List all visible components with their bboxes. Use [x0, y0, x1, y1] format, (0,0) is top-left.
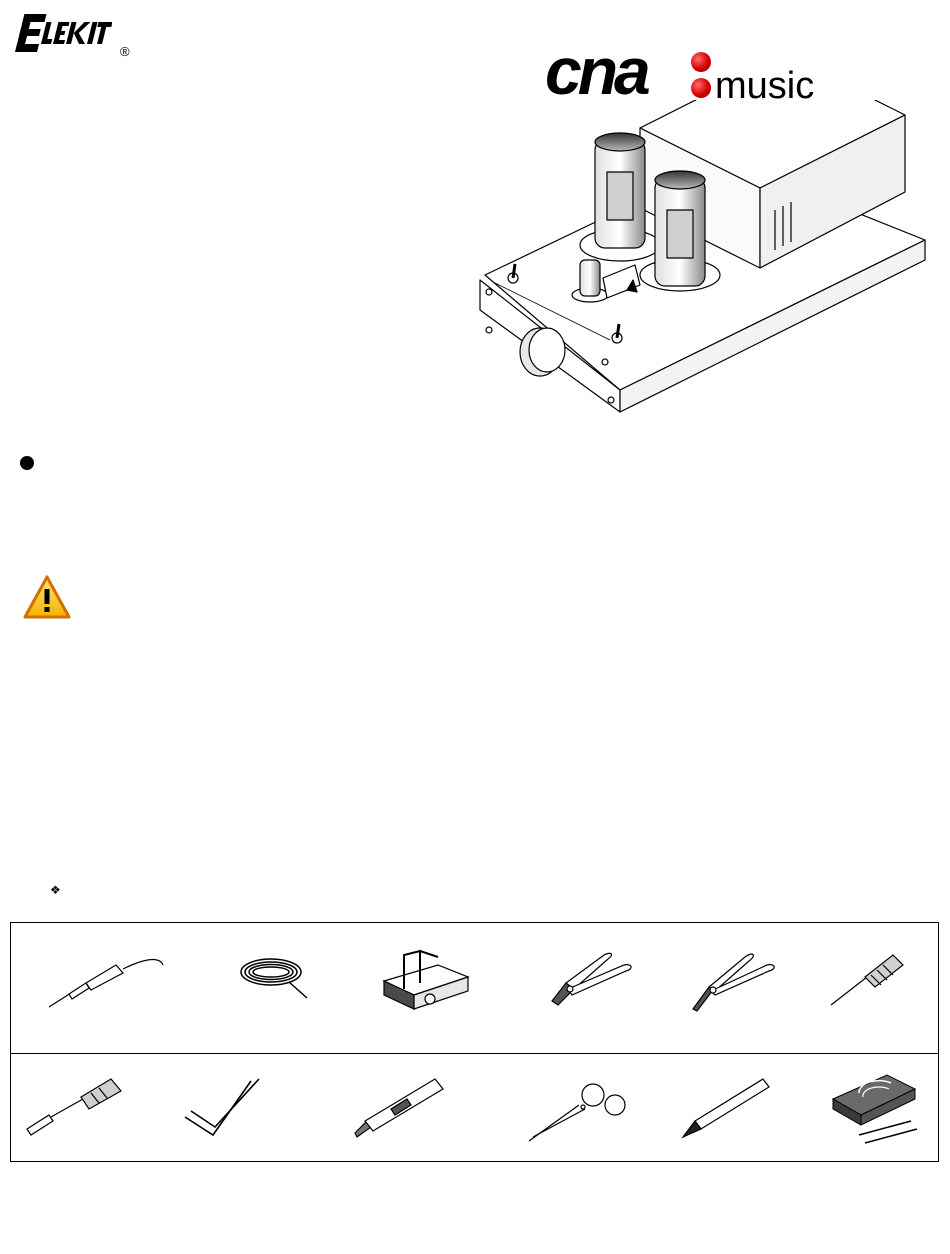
screwdriver-icon	[825, 943, 925, 1013]
cna-music-logo	[545, 34, 830, 108]
elekit-logo	[12, 8, 130, 59]
table-row-divider	[11, 1053, 938, 1054]
utility-knife-icon	[351, 1071, 451, 1141]
needle-nose-pliers-icon	[687, 943, 787, 1023]
red-dot-icon	[691, 52, 711, 72]
list-marker-icon: ❖	[50, 883, 61, 897]
warning-icon	[22, 574, 72, 620]
cna-wordmark: cna	[545, 34, 647, 108]
bullet-icon	[20, 456, 34, 470]
wire-cutter-icon	[544, 943, 644, 1023]
vacuum-tube-amplifier-illustration	[455, 100, 945, 420]
music-wordmark: music	[715, 65, 815, 107]
scissors-icon	[523, 1071, 633, 1146]
nut-driver-icon	[23, 1071, 133, 1141]
hex-key-icon	[181, 1073, 271, 1143]
tools-table	[10, 922, 939, 1162]
solder-wire-icon	[233, 948, 313, 1008]
soldering-iron-icon	[41, 945, 171, 1015]
multimeter-icon	[829, 1069, 929, 1149]
elekit-wordmark	[12, 8, 112, 56]
soldering-iron-stand-icon	[376, 943, 476, 1015]
registered-mark: ®	[120, 44, 130, 59]
pen-icon	[679, 1073, 779, 1143]
red-dot-icon	[691, 78, 711, 98]
